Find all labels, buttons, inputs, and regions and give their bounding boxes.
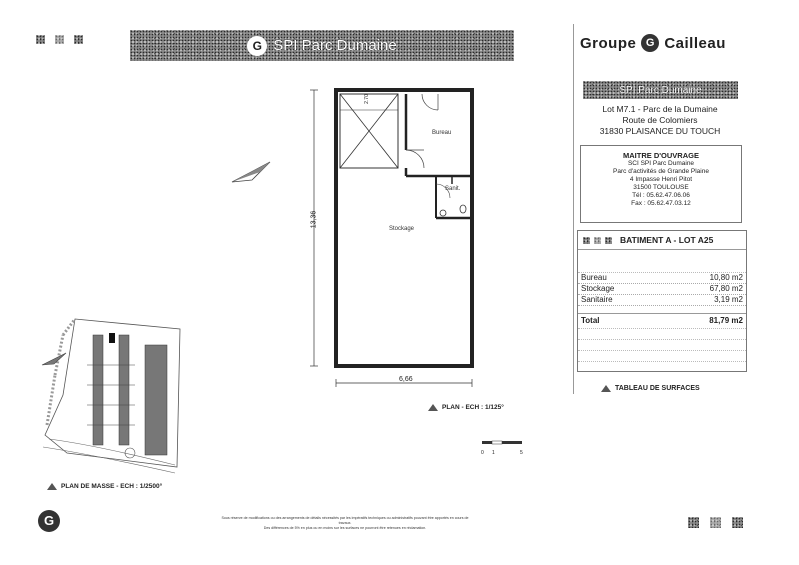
company-name-right: Cailleau [664,34,726,52]
header-banner [130,30,514,61]
dimension-small: 2.70 [363,94,370,104]
footer-note [220,516,470,531]
texture-icon-2 [55,35,64,44]
surface-label: Sanitaire [581,295,613,304]
texture-icon-6 [605,237,612,244]
dimension-horizontal: 6,66 [399,376,413,383]
surfaces-header [578,231,746,250]
plan-toilet [460,205,466,213]
plan-caption: PLAN - ECH : 1/125° [442,404,504,411]
surfaces-table [577,230,747,372]
surface-row [578,295,746,306]
owner-line: Tél : 05.62.47.06.06 [632,192,690,199]
room-label-bureau: Bureau [432,130,452,136]
surface-value: 10,80 m2 [709,273,743,282]
texture-icon-9 [732,517,743,528]
scale-tick: 0 [481,450,484,456]
company-logo-icon: G [641,34,659,52]
company-heading [580,34,770,52]
surface-total-label: Total [581,316,600,325]
site-north-arrow-icon [40,350,70,368]
room-label-stockage: Stockage [389,226,415,232]
masse-caption-row [47,483,162,490]
owner-title: MAITRE D'OUVRAGE [623,151,699,160]
company-badge [583,81,738,99]
project-address [580,104,740,137]
company-badge-text: SPI Parc Dumaine [619,84,702,96]
surfaces-caption: TABLEAU DE SURFACES [615,385,700,392]
site-plan [35,315,195,475]
surface-label: Stockage [581,284,615,293]
surface-total-value: 81,79 m2 [709,316,743,325]
room-label-sanit: Sanit. [445,186,461,192]
company-name-left: Groupe [580,34,637,52]
texture-icon-8 [710,517,721,528]
scale-tick: 5 [520,450,523,456]
plan-door-arc [406,150,424,168]
footer-logo-icon: G [38,510,60,532]
address-line: 31830 PLAISANCE DU TOUCH [599,126,721,136]
header-project-name: SPI Parc Dumaine [273,37,397,54]
owner-box [580,145,742,223]
dimension-vertical: 13,36 [310,210,318,229]
north-arrow-icon [230,158,275,188]
plan-caption-row [428,404,504,411]
surface-row [578,273,746,284]
surface-value: 67,80 m2 [709,284,743,293]
texture-icon-1 [36,35,45,44]
footer-note-line: Sous réserve de modifications ou des arrangements de détails nécessités par les impératifs techniques ou administratifs pouvant être apportés en cours de travaux. [221,516,469,525]
triangle-icon [601,385,611,392]
owner-line: Parc d'activités de Grande Plaine [613,168,709,175]
masse-caption: PLAN DE MASSE - ECH : 1/2500° [61,483,163,490]
surface-total-row [578,314,746,329]
footer-note-line: Des différences de 5% en plus ou en moins sur les surfaces ne pourront être retenues en réclamation. [263,526,427,530]
floor-plan [300,80,490,400]
surface-label: Bureau [581,273,607,282]
triangle-icon [47,483,57,490]
texture-icon-3 [74,35,83,44]
header-logo-icon: G [247,36,267,56]
site-buildings [93,335,167,455]
address-line: Route de Colomiers [622,115,698,125]
address-line: Lot M7.1 - Parc de la Dumaine [602,104,718,114]
owner-line: 31500 TOULOUSE [633,184,689,191]
texture-icon-4 [583,237,590,244]
owner-line: Fax : 05.62.47.03.12 [631,200,691,207]
texture-icon-5 [594,237,601,244]
info-panel-frame [573,24,574,394]
texture-icon-7 [688,517,699,528]
scale-tick: 1 [492,450,495,456]
owner-line: SCI SPI Parc Dumaine [627,160,695,167]
surface-value: 3,19 m2 [714,295,743,304]
owner-line: 4 Impasse Henri Pitot [629,176,693,183]
site-lot-highlight [109,333,115,343]
triangle-icon [428,404,438,411]
surface-row [578,284,746,295]
surfaces-title: BATIMENT A - LOT A25 [620,235,714,245]
surfaces-caption-row [601,385,700,392]
plan-sink [440,210,446,216]
